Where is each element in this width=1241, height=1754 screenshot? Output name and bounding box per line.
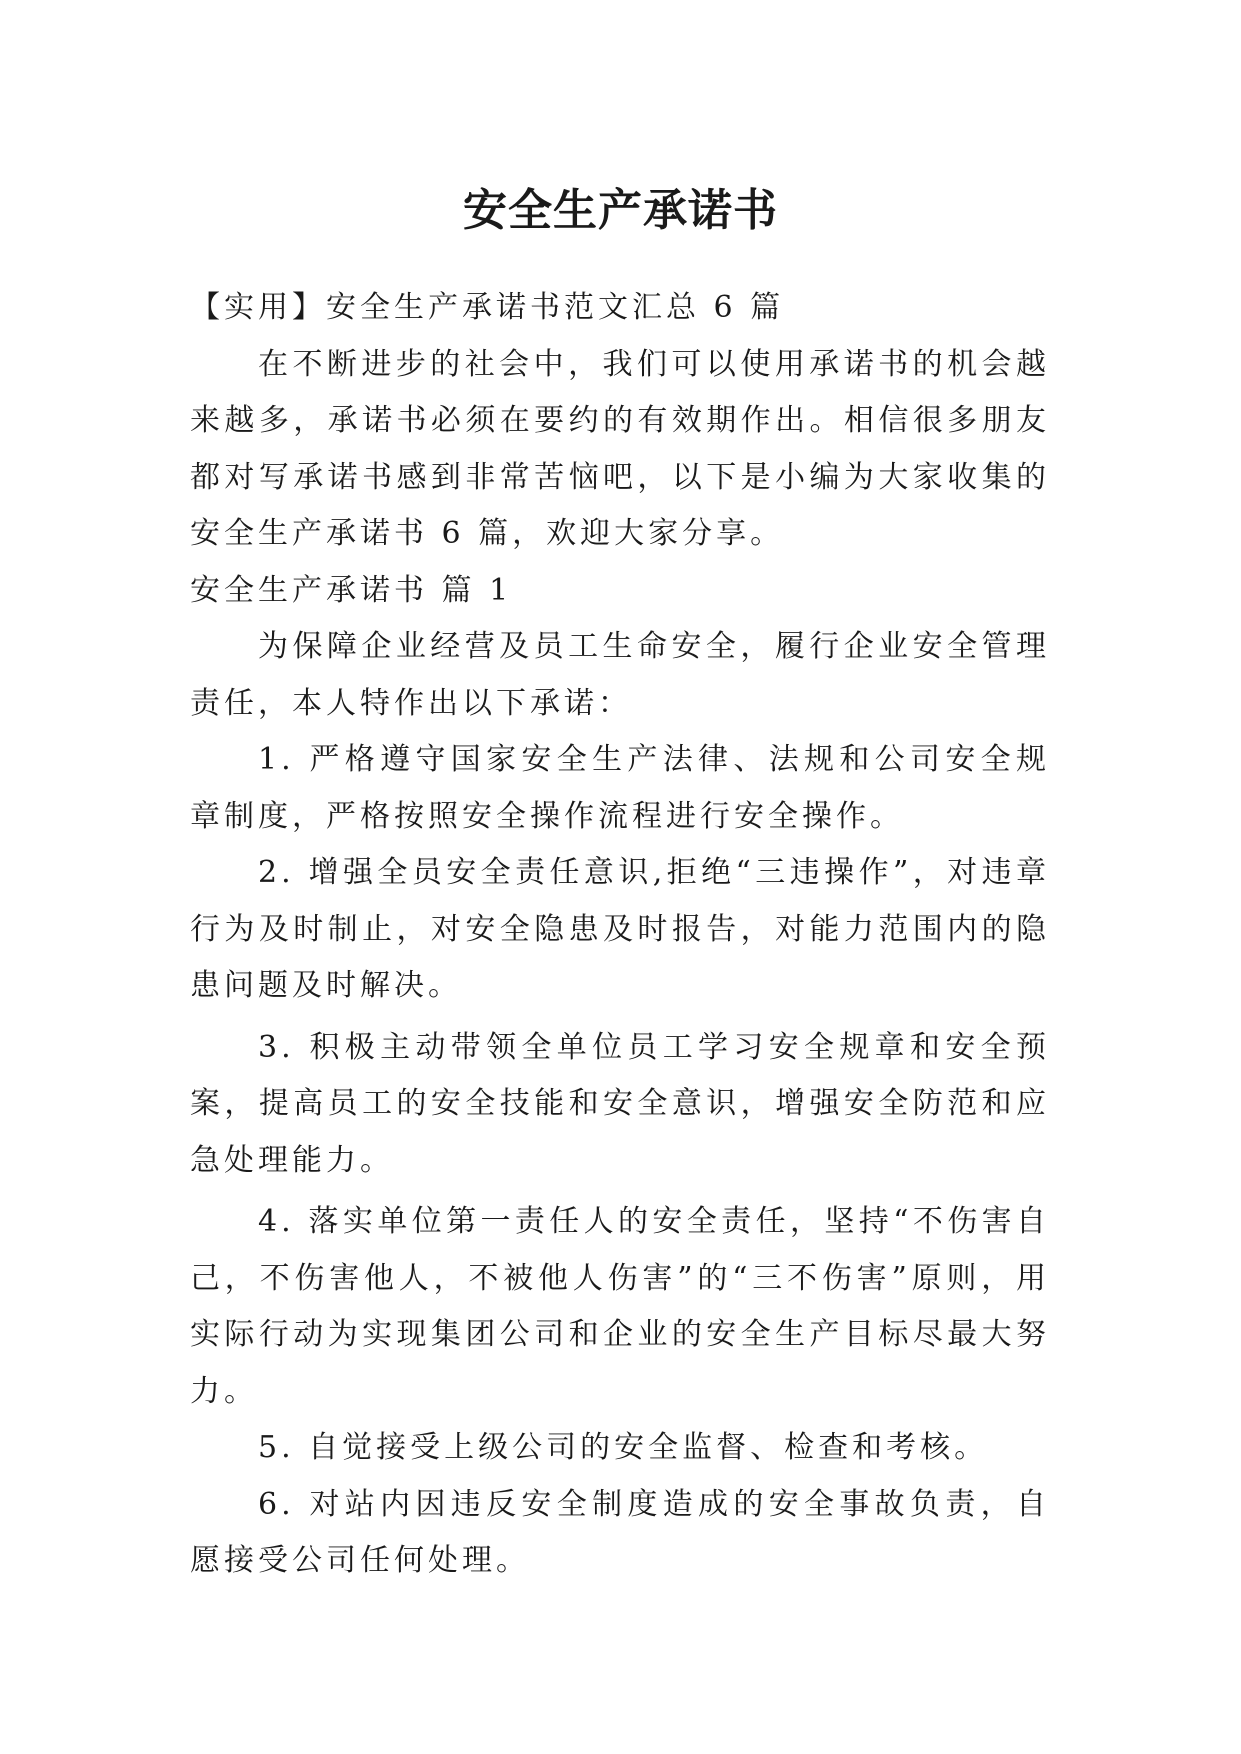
section-intro-paragraph: 为保障企业经营及员工生命安全，履行企业安全管理责任，本人特作出以下承诺： xyxy=(190,629,1050,721)
document-title: 安全生产承诺书 xyxy=(463,185,778,237)
commitment-item-2: 2. 增强全员安全责任意识,拒绝“三违操作”，对违章行为及时制止，对安全隐患及时报告，对能力范围内的隐患问题及时解决。 xyxy=(190,855,1050,1003)
commitment-item-1: 1. 严格遵守国家安全生产法律、法规和公司安全规章制度，严格按照安全操作流程进行安全操作。 xyxy=(190,742,1050,834)
intro-heading: 【实用】安全生产承诺书范文汇总 6 篇 xyxy=(190,290,785,325)
section-heading: 安全生产承诺书 篇 1 xyxy=(190,572,513,608)
commitment-item-3: 3. 积极主动带领全单位员工学习安全规章和安全预案，提高员工的安全技能和安全意识，增强安全防范和应急处理能力。 xyxy=(190,1029,1050,1178)
commitment-item-4: 4. 落实单位第一责任人的安全责任，坚持“不伤害自己，不伤害他人，不被他人伤害”的“三不伤害”原则，用实际行动为实现集团公司和企业的安全生产目标尽最大努力。 xyxy=(190,1204,1050,1409)
commitment-item-6: 6. 对站内因违反安全制度造成的安全事故负责，自愿接受公司任何处理。 xyxy=(190,1486,1050,1578)
intro-paragraph: 在不断进步的社会中，我们可以使用承诺书的机会越来越多，承诺书必须在要约的有效期作出。相信很多朋友都对写承诺书感到非常苦恼吧，以下是小编为大家收集的安全生产承诺书 6 篇，欢迎大家分享。 xyxy=(190,346,1050,551)
document-body xyxy=(190,280,1050,1590)
commitment-item-5: 5. 自觉接受上级公司的安全监督、检查和考核。 xyxy=(258,1430,989,1465)
